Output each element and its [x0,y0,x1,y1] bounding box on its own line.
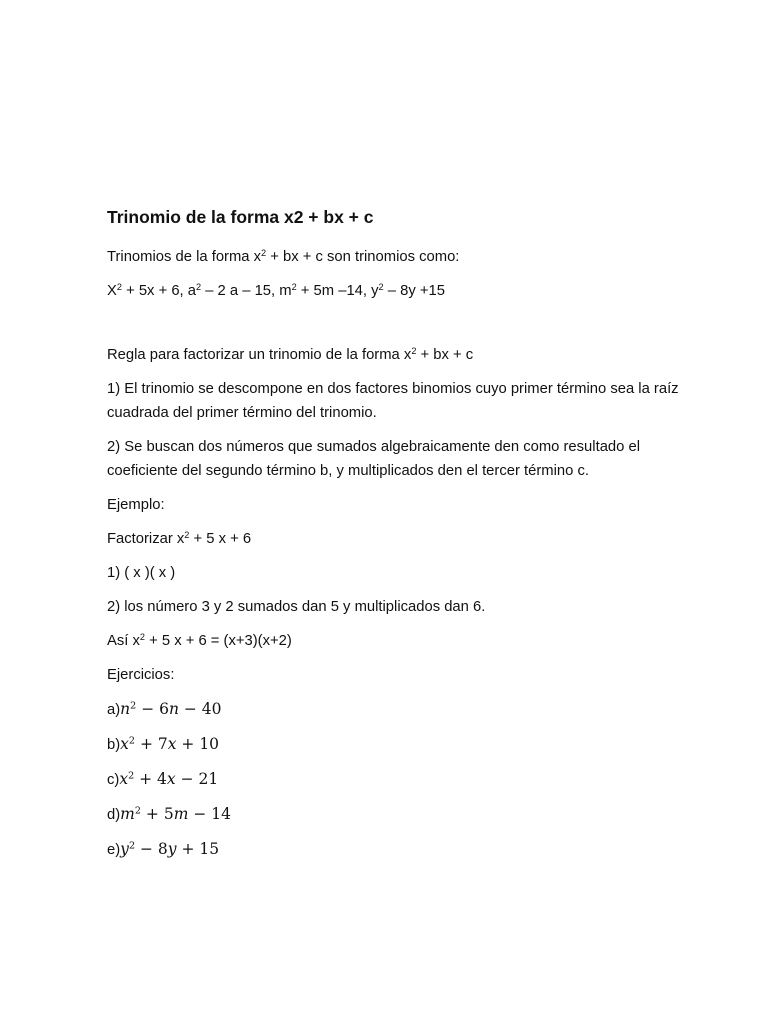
math-var: n [168,700,179,718]
rule-step-2: 2) Se buscan dos números que sumados algebraicamente den como resultado el coeficiente del segundo término b, y multiplicados den el tercer término c. [107,439,641,479]
exercise-item-a [107,697,707,722]
math-var: m [120,805,135,823]
math-var: y [120,840,129,858]
term-exponent: 2 [291,281,297,292]
term-rest: – 2 a – 15, [201,283,280,299]
math-op: + 5 [140,805,174,823]
rule-text-start: Regla para factorizar un trinomio de la forma x [107,347,412,363]
factorize-text-end: + 5 x + 6 [189,531,252,547]
math-var: x [166,770,176,788]
exercises-heading: Ejercicios: [107,667,175,683]
math-var: n [120,700,131,718]
math-op: − 6 [136,700,169,718]
math-exponent: 2 [134,805,141,817]
exercise-expression [119,770,218,788]
math-op: − 40 [178,700,222,718]
term-base: m [279,283,292,299]
exercise-item-e [107,837,707,862]
factorize-exponent: 2 [184,529,190,540]
term-exponent: 2 [378,281,384,292]
result-exponent: 2 [139,631,145,642]
exercise-label: b) [107,737,121,753]
term-base: X [107,283,117,299]
rule-exponent: 2 [411,345,417,356]
result-text-start: Así x [107,633,140,649]
rule-heading [107,343,707,367]
math-var: x [120,735,129,753]
term-exponent: 2 [196,281,202,292]
example-term [371,283,445,299]
exercise-expression [120,840,219,858]
math-var: y [167,840,177,858]
exercise-expression [120,805,231,823]
example-step-2: 2) los número 3 y 2 sumados dan 5 y multiplicados dan 6. [107,599,486,615]
intro-exponent: 2 [261,247,267,258]
result-line [107,629,707,653]
math-op: − 8 [135,840,168,858]
intro-text-end: + bx + c son trinomios como: [266,249,460,265]
example-heading: Ejemplo: [107,497,165,513]
document-body [107,205,707,872]
intro-text-start: Trinomios de la forma x [107,249,262,265]
math-op: + 10 [176,735,220,753]
rule-step-1: 1) El trinomio se descompone en dos factores binomios cuyo primer término sea la raíz cuadrada del primer término del trinomio. [107,381,679,421]
exercise-item-d [107,802,707,827]
exercise-expression [120,700,221,718]
math-exponent: 2 [128,735,136,747]
math-var: x [167,735,177,753]
math-op: + 15 [176,840,220,858]
term-rest: + 5x + 6, [121,283,188,299]
examples-line [107,279,707,303]
factorize-text-start: Factorizar x [107,531,185,547]
term-base: y [371,283,379,299]
exercise-label: d) [107,807,121,823]
exercise-expression [120,735,219,753]
math-op: + 4 [134,770,167,788]
factorize-line [107,527,707,551]
result-text-end: + 5 x + 6 = (x+3)(x+2) [144,633,292,649]
exercise-label: c) [107,772,120,788]
math-exponent: 2 [130,700,137,712]
math-exponent: 2 [128,840,136,852]
exercise-item-c [107,767,707,792]
term-base: a [187,283,197,299]
math-op: − 14 [188,805,231,823]
example-term [279,283,371,299]
document-title: Trinomio de la forma x2 + bx + c [107,207,374,227]
exercise-label: a) [107,702,121,718]
math-op: − 21 [175,770,219,788]
example-step-1: 1) ( x )( x ) [107,565,176,581]
example-term [188,283,279,299]
math-op: + 7 [135,735,168,753]
rule-text-end: + bx + c [416,347,474,363]
math-var: x [119,770,129,788]
example-term [107,283,188,299]
exercise-item-b [107,732,707,757]
term-rest: + 5m –14, [296,283,372,299]
exercise-label: e) [107,842,121,858]
intro-paragraph [107,245,707,269]
term-exponent: 2 [116,281,122,292]
math-exponent: 2 [128,770,135,782]
term-rest: – 8y +15 [383,283,445,299]
math-var: m [173,805,189,823]
